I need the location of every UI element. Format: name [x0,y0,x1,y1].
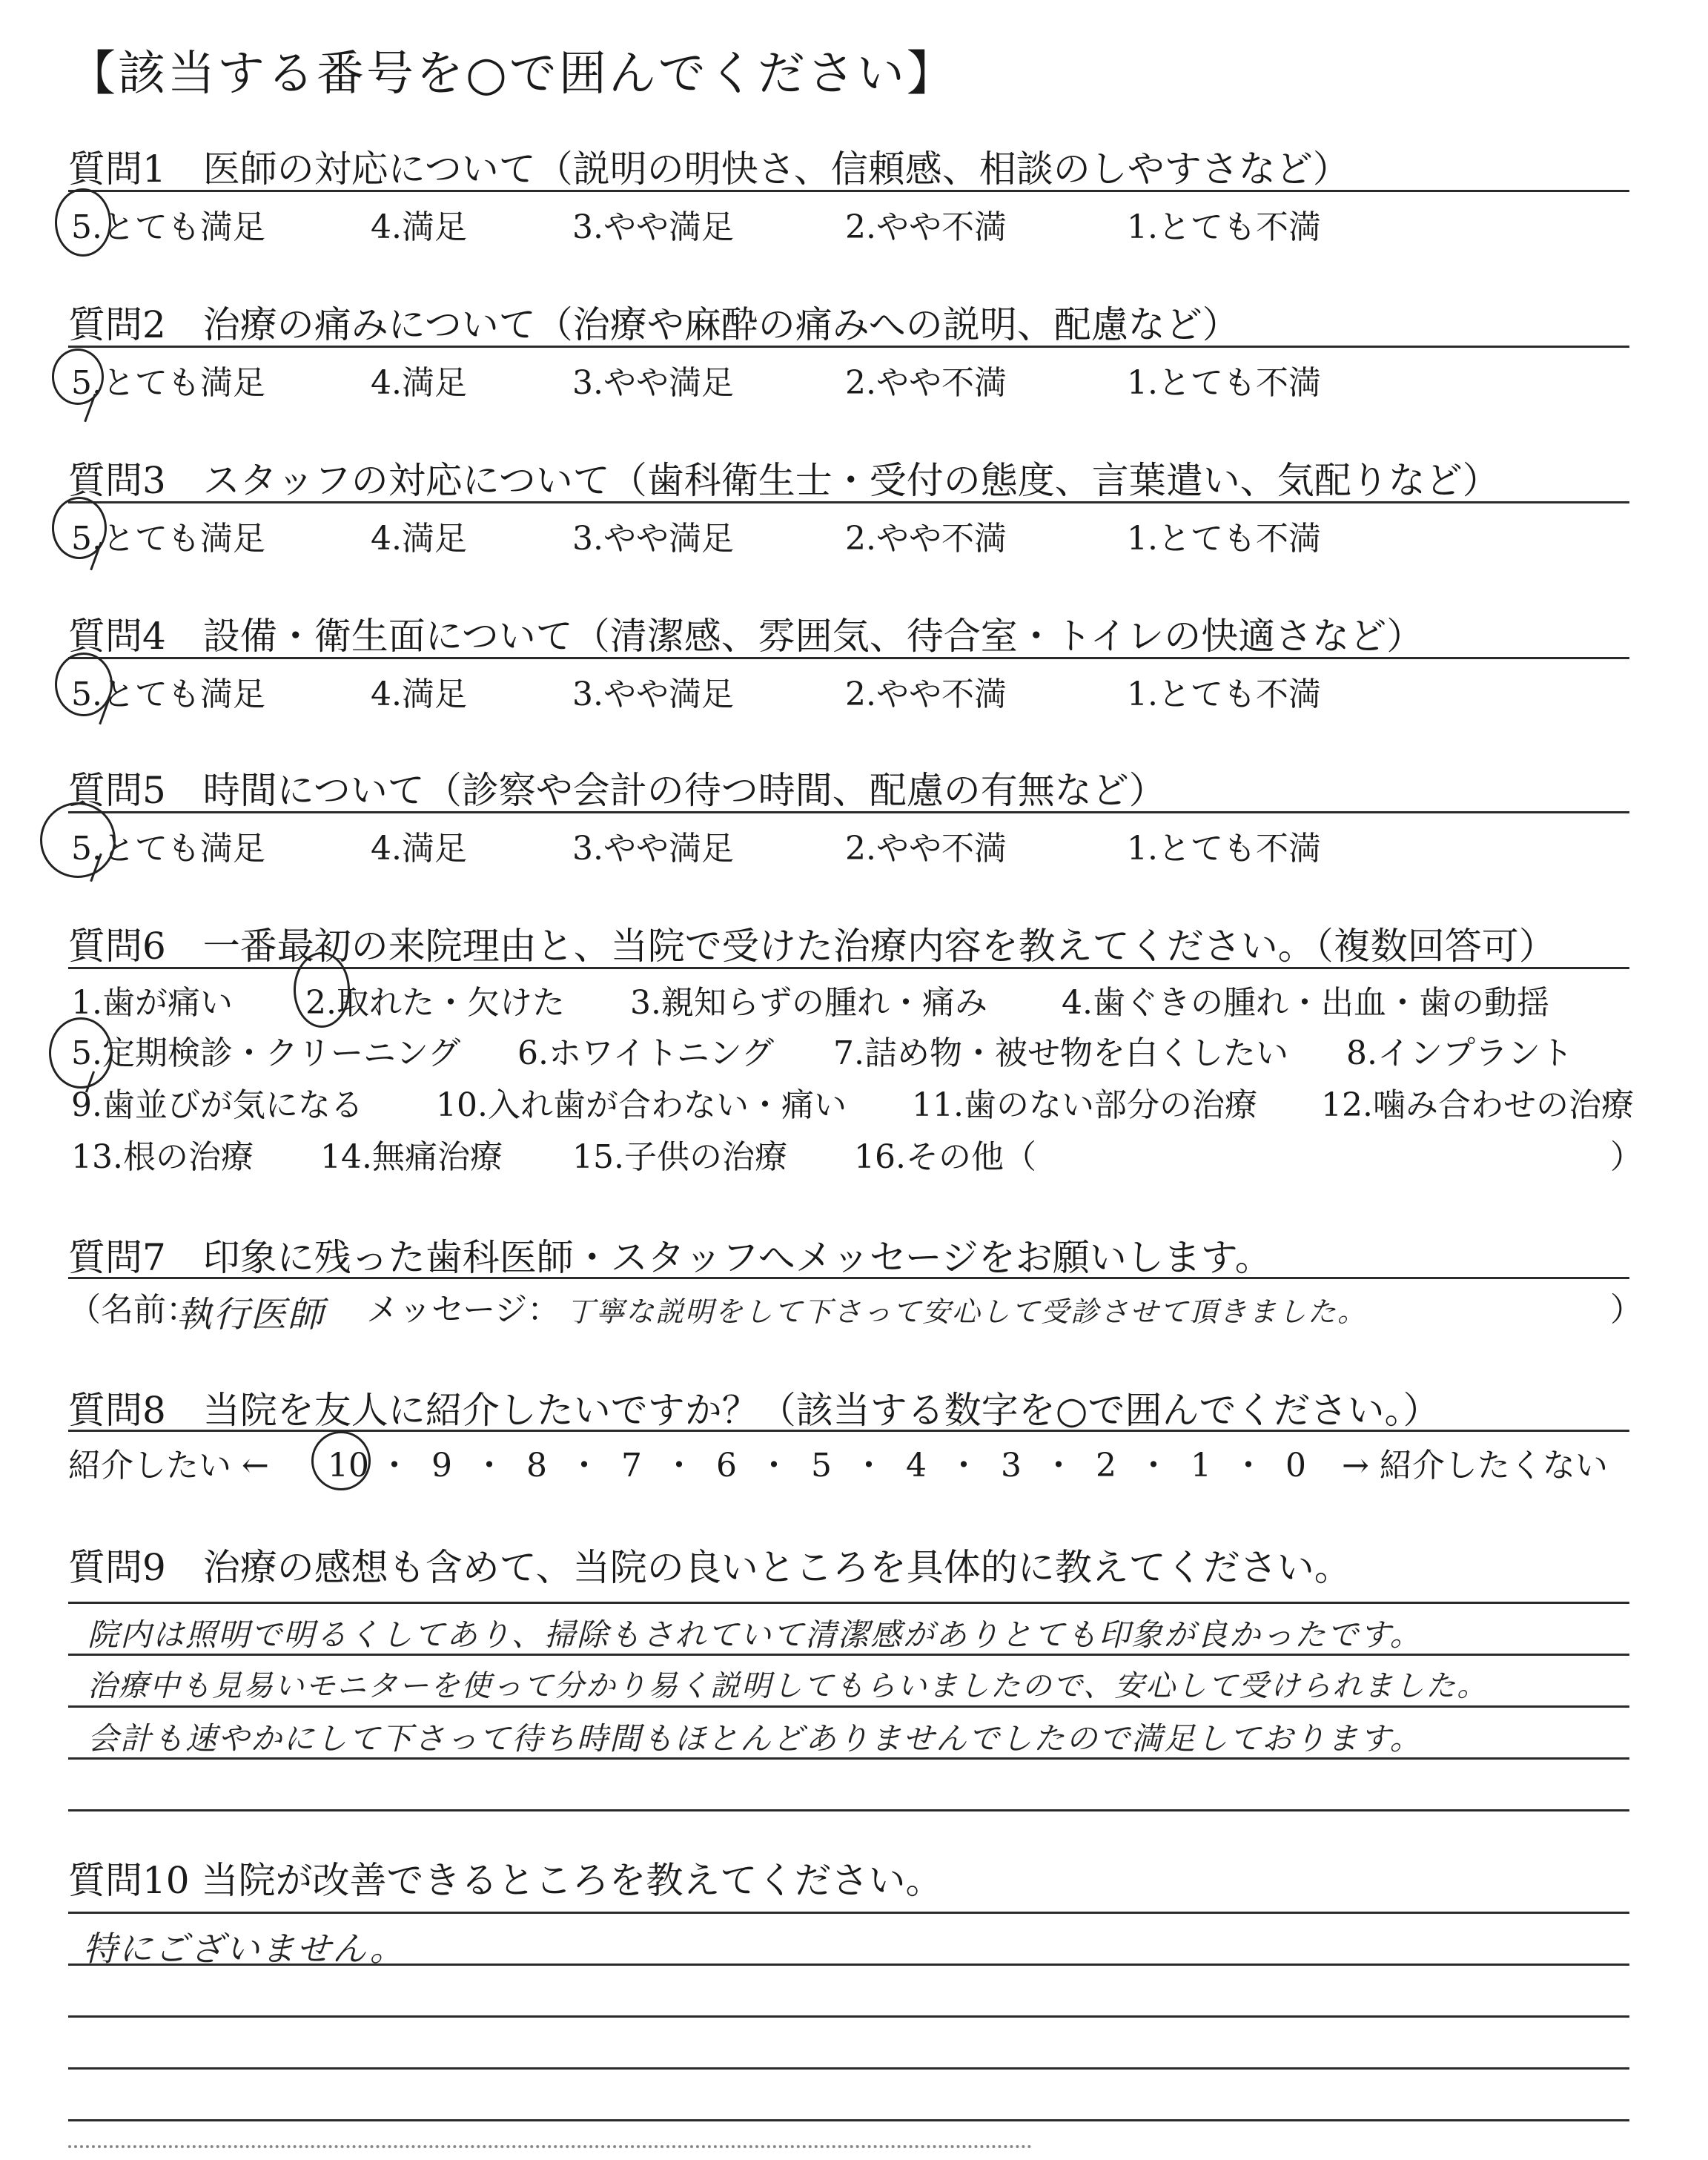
question-4-rule [68,657,1629,659]
question-7-rule [68,1277,1629,1279]
q7-message-value: 丁寧な説明をして下さって安心して受診させて頂きました。 [566,1295,1368,1328]
q6-option-16-other[interactable]: 16.その他（ [854,1138,1036,1176]
question-8-rule [68,1430,1629,1432]
q5-option-2[interactable]: 2.やや不満 [845,830,1007,868]
q6-option-2[interactable]: 2.取れた・欠けた [305,984,565,1022]
q1-option-4[interactable]: 4.満足 [371,208,467,246]
q7-message-label: メッセージ： [366,1291,560,1329]
q8-separator: ・ [947,1447,980,1484]
question-1-rule [68,190,1629,192]
q8-value-1[interactable]: 1 [1191,1447,1211,1484]
q8-value-4[interactable]: 4 [906,1447,927,1484]
question-3-rule [68,501,1629,503]
q8-value-2[interactable]: 2 [1096,1447,1116,1484]
q8-value-10[interactable]: 10 [328,1447,369,1484]
q9-answer-line-3: 会計も速やかにして下さって待ち時間もほとんどありませんでしたので満足しております。 [87,1720,1423,1757]
q10-line-4 [68,2067,1629,2070]
q6-option-3[interactable]: 3.親知らずの腫れ・痛み [630,984,987,1022]
q5-selection-circle [40,802,116,878]
q6-option-10[interactable]: 10.入れ歯が合わない・痛い [436,1086,847,1124]
q4-option-2[interactable]: 2.やや不満 [845,676,1007,713]
question-5-title: 質問5 時間について（診察や会計の待つ時間、配慮の有無など） [68,769,1166,812]
q8-separator: ・ [378,1447,411,1484]
q2-option-4[interactable]: 4.満足 [371,364,467,402]
q8-separator: ・ [1232,1447,1265,1484]
question-3-title: 質問3 スタッフの対応について（歯科衛生士・受付の態度、言葉遣い、気配りなど） [68,459,1500,502]
q8-separator: ・ [568,1447,600,1484]
q1-selection-circle [55,188,111,257]
q6-option-13[interactable]: 13.根の治療 [71,1138,254,1176]
q8-separator: ・ [1042,1447,1075,1484]
q8-right-label: → 紹介したくない [1342,1447,1608,1484]
q4-option-3[interactable]: 3.やや満足 [572,676,734,713]
form-header: 【該当する番号を○で囲んでください】 [68,47,956,102]
q8-value-8[interactable]: 8 [526,1447,547,1484]
q10-line-5 [68,2119,1629,2121]
q6-option-7[interactable]: 7.詰め物・被せ物を白くしたい [833,1034,1288,1072]
q8-value-0[interactable]: 0 [1285,1447,1306,1484]
q1-option-2[interactable]: 2.やや不満 [845,208,1007,246]
q4-selection-circle [55,653,113,716]
q7-close-paren: ） [1610,1291,1643,1329]
question-8-title: 質問8 当院を友人に紹介したいですか？（該当する数字を○で囲んでください。） [68,1389,1440,1432]
q6-option-5[interactable]: 5.定期検診・クリーニング [71,1034,461,1072]
q2-option-5[interactable]: 5.とても満足 [71,364,265,402]
q2-option-3[interactable]: 3.やや満足 [572,364,734,402]
q2-option-1[interactable]: 1.とても不満 [1127,364,1321,402]
q6-option-8[interactable]: 8.インプラント [1346,1034,1573,1072]
q8-value-3[interactable]: 3 [1001,1447,1022,1484]
q1-option-5[interactable]: 5.とても満足 [71,208,265,246]
q6-selection-circle-2 [294,952,350,1028]
q3-option-1[interactable]: 1.とても不満 [1127,520,1321,558]
q7-name-label: （名前： [68,1291,199,1329]
question-2-rule [68,346,1629,348]
q9-answer-line-1: 院内は照明で明るくしてあり、掃除もされていて清潔感がありとても印象が良かったです。 [87,1616,1423,1653]
question-1-title: 質問1 医師の対応について（説明の明快さ、信頼感、相談のしやすさなど） [68,148,1350,191]
question-2-title: 質問2 治療の痛みについて（治療や麻酔の痛みへの説明、配慮など） [68,303,1239,346]
q1-option-3[interactable]: 3.やや満足 [572,208,734,246]
q2-option-2[interactable]: 2.やや不満 [845,364,1007,402]
question-6-title: 質問6 一番最初の来院理由と、当院で受けた治療内容を教えてください。（複数回答可） [68,925,1556,968]
q5-option-5[interactable]: 5.とても満足 [71,830,265,868]
q6-option-12[interactable]: 12.噛み合わせの治療 [1321,1086,1634,1124]
q6-option-9[interactable]: 9.歯並びが気になる [71,1086,363,1124]
question-4-title: 質問4 設備・衛生面について（清潔感、雰囲気、待合室・トイレの快適さなど） [68,615,1424,658]
q8-separator: ・ [1137,1447,1170,1484]
page-bottom-cutoff-text [68,2145,1032,2159]
q8-separator: ・ [663,1447,695,1484]
q10-line-3 [68,2015,1629,2018]
q3-option-3[interactable]: 3.やや満足 [572,520,734,558]
q6-other-close-paren: ） [1610,1138,1643,1176]
q8-value-7[interactable]: 7 [621,1447,642,1484]
q3-option-2[interactable]: 2.やや不満 [845,520,1007,558]
question-10-title: 質問10 当院が改善できるところを教えてください。 [68,1859,943,1902]
q9-line-5 [68,1809,1629,1811]
q10-line-1 [68,1912,1629,1914]
q4-option-4[interactable]: 4.満足 [371,676,467,713]
q8-value-6[interactable]: 6 [716,1447,737,1484]
q8-separator: ・ [758,1447,790,1484]
q6-option-14[interactable]: 14.無痛治療 [320,1138,503,1176]
q6-option-11[interactable]: 11.歯のない部分の治療 [912,1086,1257,1124]
q9-answer-line-2: 治療中も見易いモニターを使って分かり易く説明してもらいましたので、安心して受けられました。 [87,1669,1489,1703]
q6-selection-circle-5 [49,1017,113,1089]
q5-option-3[interactable]: 3.やや満足 [572,830,734,868]
question-7-title: 質問7 印象に残った歯科医師・スタッフへメッセージをお願いします。 [68,1236,1272,1279]
q8-scale [326,1439,1320,1486]
q2-selection-circle [52,349,104,405]
q7-name-value: 執行医師 [176,1294,325,1335]
q8-value-9[interactable]: 9 [431,1447,452,1484]
q4-option-5[interactable]: 5.とても満足 [71,676,265,713]
question-5-rule [68,811,1629,813]
q8-left-label: 紹介したい ← [68,1447,269,1484]
q4-option-1[interactable]: 1.とても不満 [1127,676,1321,713]
q8-value-5[interactable]: 5 [811,1447,832,1484]
q6-option-15[interactable]: 15.子供の治療 [572,1138,787,1176]
q6-option-1[interactable]: 1.歯が痛い [71,984,233,1022]
q3-option-4[interactable]: 4.満足 [371,520,467,558]
q9-line-1 [68,1602,1629,1604]
q5-option-1[interactable]: 1.とても不満 [1127,830,1321,868]
q1-option-1[interactable]: 1.とても不満 [1127,208,1321,246]
question-9-title: 質問9 治療の感想も含めて、当院の良いところを具体的に教えてください。 [68,1546,1351,1589]
q8-separator: ・ [473,1447,506,1484]
q5-option-4[interactable]: 4.満足 [371,830,467,868]
q8-selection-circle [311,1431,371,1490]
q10-answer-line-1: 特にございません。 [83,1929,406,1969]
q9-line-3 [68,1705,1629,1708]
q6-option-4[interactable]: 4.歯ぐきの腫れ・出血・歯の動揺 [1062,984,1549,1022]
q6-option-6[interactable]: 6.ホワイトニング [517,1034,775,1072]
q8-separator: ・ [853,1447,885,1484]
q3-option-5[interactable]: 5.とても満足 [71,520,265,558]
